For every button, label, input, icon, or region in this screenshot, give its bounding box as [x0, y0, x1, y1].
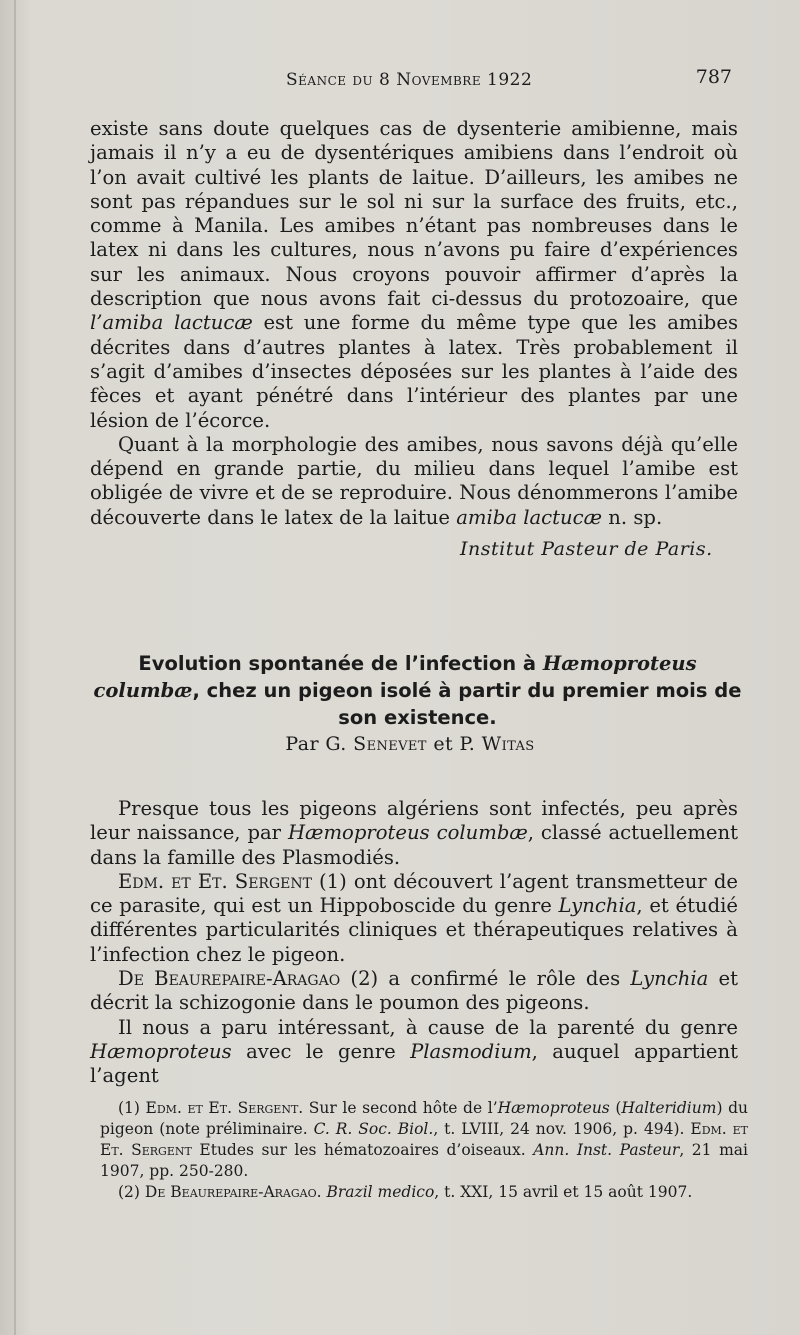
- article2-paragraph-1: [90, 797, 738, 870]
- page-number: 787: [695, 66, 732, 88]
- fn1-authors: Edm. et Et. Sergent: [145, 1099, 299, 1117]
- article1-paragraph-1-end: est une forme du même type que les amibes décrites dans d’autres plantes à latex. Très probablement il s’agit d’amibes d’insectes déposées sur les plantes à l’aide des fèces et ayant pénétré dans l’intérieur des plantes par une lésion de l’écorce.: [90, 311, 739, 432]
- footnote-2: [100, 1182, 748, 1203]
- affiliation-signature: Institut Pasteur de Paris.: [460, 538, 713, 560]
- p3-text-b: et décrit la schizogonie dans le poumon des pigeons.: [90, 967, 738, 1015]
- author-1: Senevet: [353, 733, 427, 755]
- byline-and: et P.: [426, 733, 482, 755]
- fn1-text-c: ) du pigeon (note préliminaire.: [100, 1099, 748, 1138]
- p2-text-a: (1) ont découvert l’agent transmetteur de ce parasite, qui est un Hippoboscide du genre: [90, 869, 738, 918]
- p1-text-a: Presque tous les pigeons algériens sont infectés, peu après leur naissance, par: [90, 797, 738, 845]
- article-title: [90, 650, 745, 731]
- byline-prefix: Par G.: [285, 733, 354, 755]
- p1-species: Hæmoproteus columbæ: [287, 821, 528, 845]
- p2-text-b: , et étudié différentes particularités cliniques et thérapeutiques relatives à l’infection chez le pigeon.: [90, 894, 738, 966]
- fn2-text-a: .: [316, 1183, 327, 1201]
- fn2-text-b: , t. XXI, 15 avril et 15 août 1907.: [434, 1183, 693, 1201]
- fn1-genus: Hæmoproteus: [497, 1099, 610, 1117]
- article2-paragraph-3: [90, 967, 738, 1016]
- fn1-text-d: , t. LVIII, 24 nov. 1906, p. 494).: [433, 1120, 691, 1138]
- p4-text-a: Il nous a paru intéressant, à cause de la parenté du genre: [118, 1015, 738, 1039]
- fn1-text-b: (: [609, 1099, 622, 1117]
- article1-paragraph-2-text: Quant à la morphologie des amibes, nous savons déjà qu’elle dépend en grande partie, du milieu dans lequel l’amibe est obligée de vivre et de se reproduire. Nous dénommerons l’amibe découverte dans le latex de la laitue: [90, 432, 738, 529]
- page-edge-shadow: [14, 0, 16, 1335]
- fn1-text-a: . Sur le second hôte de l’: [298, 1099, 498, 1117]
- footnote-marker: (1): [118, 1099, 146, 1117]
- species-name: l’amiba lactucæ: [90, 311, 253, 335]
- page-header: [90, 64, 740, 94]
- p4-text-b: avec le genre: [231, 1039, 411, 1063]
- footnotes: [100, 1098, 748, 1203]
- fn1-journal-2: Ann. Inst. Pasteur: [533, 1141, 680, 1159]
- fn2-author: De Beaurepaire-Aragao: [144, 1183, 317, 1201]
- article2-paragraph-2: [90, 870, 738, 967]
- article-authors: [90, 733, 730, 755]
- fn2-journal: Brazil medico: [326, 1183, 435, 1201]
- article1-body: [90, 117, 738, 530]
- fn1-text-e: Etudes sur les hématozoaires d’oiseaux.: [191, 1141, 534, 1159]
- fn1-journal: C. R. Soc. Biol.: [313, 1120, 434, 1138]
- article1-paragraph-1: [90, 117, 738, 433]
- footnote-marker: (2): [118, 1183, 145, 1201]
- author-2: Witas: [481, 733, 535, 755]
- p1-text-b: , classé actuellement dans la famille des Plasmodiés.: [90, 821, 739, 869]
- p4-genus-2: Plasmodium: [410, 1039, 532, 1063]
- article2-paragraph-4: [90, 1016, 738, 1089]
- title-text-1: Evolution spontanée de l’infection à: [138, 652, 543, 675]
- fn1-authors-2: Edm. et Et. Sergent: [100, 1120, 749, 1159]
- article1-paragraph-2: [90, 433, 738, 530]
- p2-genus: Lynchia: [558, 894, 637, 918]
- article1-paragraph-2-end: n. sp.: [602, 505, 663, 529]
- title-species: Hæmoproteus columbæ: [93, 652, 697, 702]
- fn1-text-f: , 21 mai 1907, pp. 250-280.: [100, 1141, 748, 1180]
- p3-genus: Lynchia: [630, 967, 709, 991]
- p4-genus-1: Hæmoproteus: [90, 1039, 232, 1063]
- article2-body: [90, 797, 738, 1089]
- p2-authors: Edm. et Et. Sergent: [118, 869, 312, 893]
- running-head: Séance du 8 Novembre 1922: [286, 70, 533, 90]
- article1-paragraph-1-text: existe sans doute quelques cas de dysenterie amibienne, mais jamais il n’y a eu de dysentériques amibiens dans l’endroit où l’on avait cultivé les plants de laitue. D’ailleurs, les amibes ne sont pas répandues sur le sol ni sur la surface des fruits, etc., comme à Manila. Les amibes n’étant pas nombreuses dans le latex ni dans les cultures, nous n’avons pu faire d’expériences sur les animaux. Nous croyons pouvoir affirmer d’après la description que nous avons fait ci-dessus du protozoaire, que: [90, 117, 738, 311]
- fn1-genus-2: Halteridium: [621, 1099, 717, 1117]
- footnote-1: [100, 1098, 748, 1182]
- title-text-2: , chez un pigeon isolé à partir du premier mois de son existence.: [192, 679, 742, 729]
- species-name: amiba lactucæ: [456, 505, 603, 529]
- p4-text-c: , auquel appartient l’agent: [90, 1039, 738, 1088]
- p3-author: De Beaurepaire-Aragao: [118, 967, 341, 991]
- p3-text-a: (2) a confirmé le rôle des: [340, 967, 631, 991]
